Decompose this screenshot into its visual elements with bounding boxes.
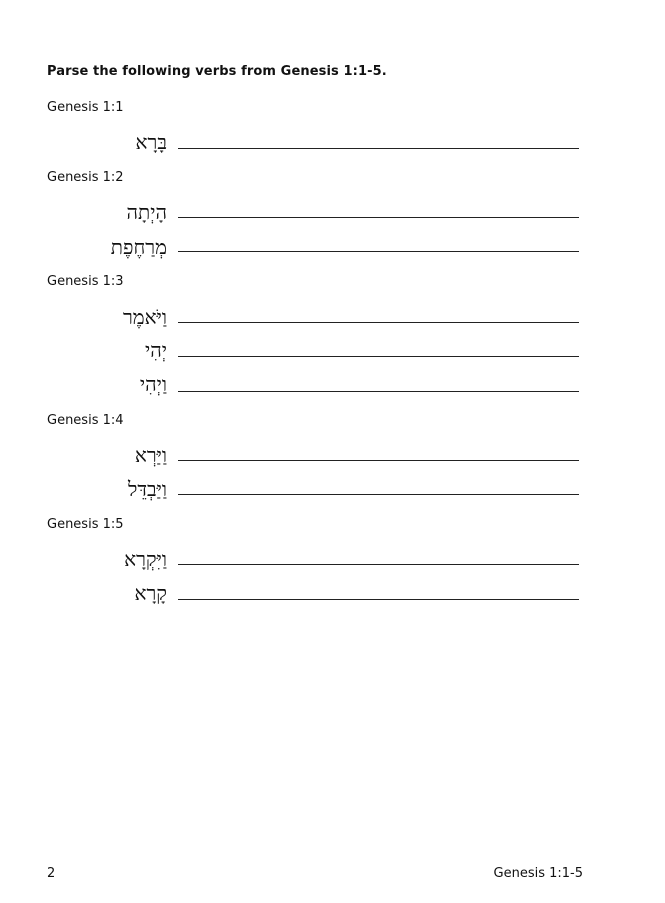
answer-line[interactable] [178, 322, 579, 323]
hebrew-verb: וַיַּרְא [134, 443, 167, 467]
hebrew-verb: מְרַחֶפֶת [110, 235, 167, 259]
section-heading-genesis-1-2: Genesis 1:2 [47, 170, 124, 185]
hebrew-verb: קָרָא [134, 581, 167, 605]
answer-line[interactable] [178, 356, 579, 357]
answer-line[interactable] [178, 391, 579, 392]
section-heading-genesis-1-5: Genesis 1:5 [47, 517, 124, 532]
answer-line[interactable] [178, 251, 579, 252]
hebrew-verb: וַיֹּאמֶר [122, 305, 167, 329]
hebrew-verb: וַיְהִי [139, 372, 167, 396]
answer-line[interactable] [178, 148, 579, 149]
hebrew-verb: וַיִּקְרָא [124, 547, 167, 571]
running-footer-reference: Genesis 1:1-5 [493, 866, 583, 881]
hebrew-verb: יְהִי [145, 338, 167, 362]
page-number: 2 [47, 866, 56, 881]
section-heading-genesis-1-1: Genesis 1:1 [47, 100, 124, 115]
section-heading-genesis-1-3: Genesis 1:3 [47, 274, 124, 289]
answer-line[interactable] [178, 599, 579, 600]
hebrew-verb: וַיַּבְדֵּל [128, 477, 167, 501]
answer-line[interactable] [178, 564, 579, 565]
instruction-text: Parse the following verbs from Genesis 1:1-5. [47, 64, 387, 79]
answer-line[interactable] [178, 494, 579, 495]
hebrew-verb: בָּרָא [135, 130, 167, 154]
answer-line[interactable] [178, 217, 579, 218]
section-heading-genesis-1-4: Genesis 1:4 [47, 413, 124, 428]
hebrew-verb: הָיְתָה [126, 200, 167, 224]
answer-line[interactable] [178, 460, 579, 461]
